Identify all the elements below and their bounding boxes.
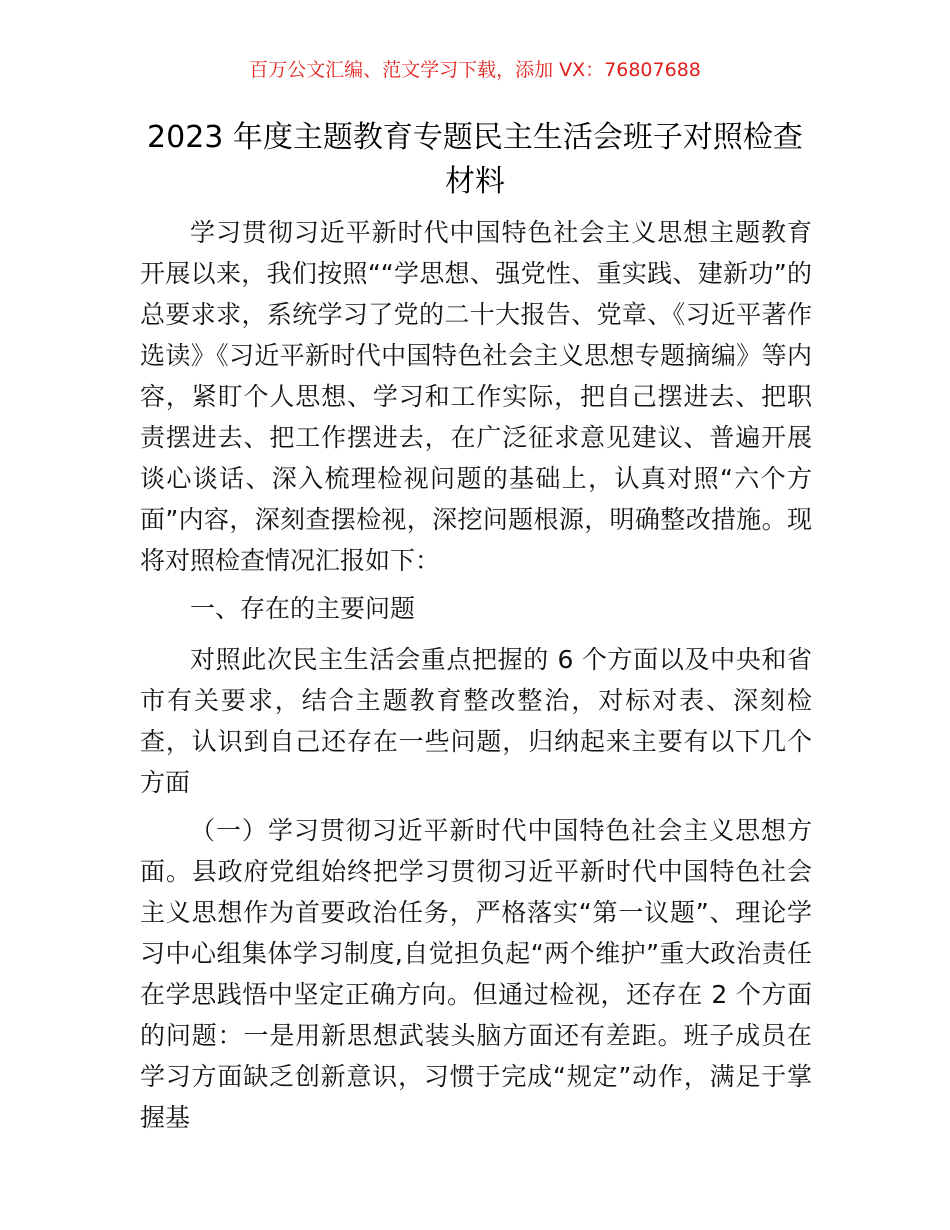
header-banner: 百万公文汇编、范文学习下载，添加 VX：76807688 xyxy=(249,59,701,81)
subsection-one-paragraph: （一）学习贯彻习近平新时代中国特色社会主义思想方面。县政府党组始终把学习贯彻习近平新时代中国特色社会主义思想作为首要政治任务，严格落实“第一议题”、理论学习中心组集体学习制度,自觉担负起“两个维护”重大政治责任在学思践悟中坚定正确方向。但通过检视，还存在 2 个方面的问题：一是用新思想武装头脑方面还有差距。班子成员在学习方面缺乏创新意识，习惯于完成“规定”动作，满足于掌握基 xyxy=(140,816,812,1132)
problems-overview-paragraph: 对照此次民主生活会重点把握的 6 个方面以及中央和省市有关要求，结合主题教育整改整治，对标对表、深刻检查，认识到自己还存在一些问题，归纳起来主要有以下几个方面 xyxy=(140,645,812,797)
intro-paragraph: 学习贯彻习近平新时代中国特色社会主义思想主题教育开展以来，我们按照““学思想、强党性、重实践、建新功”的总要求求，系统学习了党的二十大报告、党章、《习近平著作选读》《习近平新时代中国特色社会主义思想专题摘编》等内容，紧盯个人思想、学习和工作实际，把自己摆进去、把职责摆进去、把工作摆进去，在广泛征求意见建议、普遍开展谈心谈话、深入梳理检视问题的基础上，认真对照“六个方面”内容，深刻查摆检视，深挖问题根源，明确整改措施。现将对照检查情况汇报如下： xyxy=(140,218,812,575)
document-body xyxy=(140,212,812,1145)
section-heading-problems: 一、存在的主要问题 xyxy=(190,594,416,623)
document-title: 2023 年度主题教育专题民主生活会班子对照检查材料 xyxy=(147,120,803,199)
